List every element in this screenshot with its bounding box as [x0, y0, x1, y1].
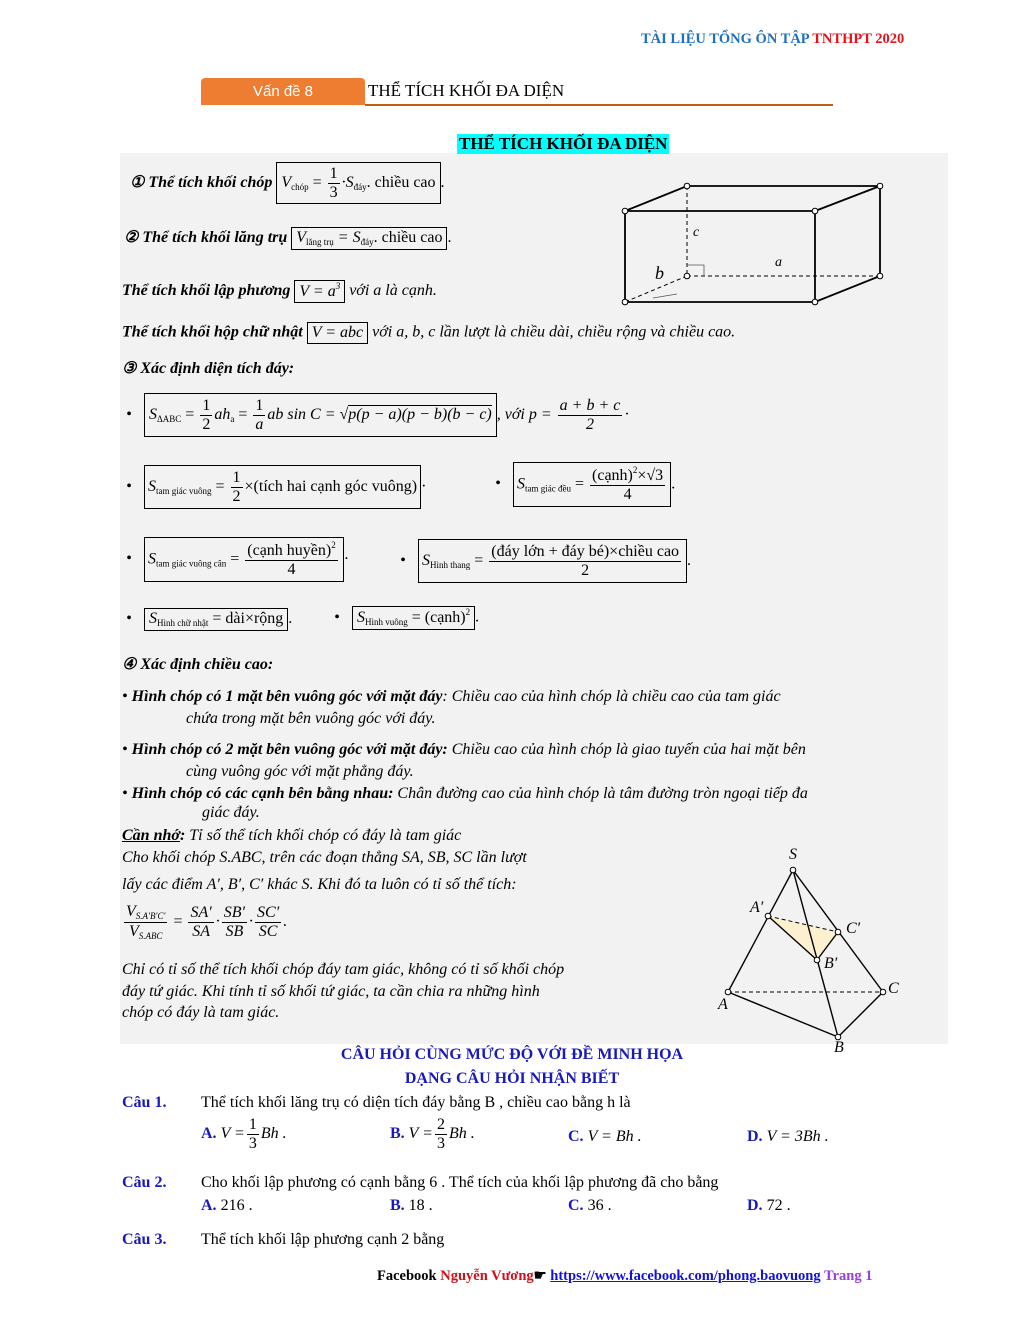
chapter-title: THỂ TÍCH KHỐI ĐA DIỆN	[368, 81, 565, 100]
formula-box: $S_{tam giác vuông}$ = $\frac{1}{2}$ ×(tích hai cạnh góc vuông)	[144, 465, 421, 509]
formula-box: $V_{lăng trụ} = S_{đáy}$. chiều cao	[291, 227, 447, 250]
formula-box: $V = a^3$	[294, 280, 345, 303]
remember-line: Cho khối chóp S.ABC, trên các đoạn thẳng SA, SB, SC lần lượt	[122, 849, 527, 866]
label-C: C	[888, 980, 899, 997]
height-item: • Hình chóp có 2 mặt bên vuông góc với mặt đáy: Chiều cao của hình chóp là giao tuyến của hai mặt bên cùng vuông góc với mặt phẳng đáy.	[122, 741, 806, 780]
formula-box: $S_{tam giác vuông cân}$ = $\frac{(cạnh huyền)^2}{4}$	[144, 537, 344, 582]
formula-pyramid-volume: ① Thể tích khối chóp $V_{chóp}$ = $\frac{1}{3}$ $\cdot S_{đáy}$. chiều cao .	[130, 162, 445, 204]
height-item: • Hình chóp có 1 mặt bên vuông góc với mặt đáy: Chiều cao của hình chóp là chiều cao của tam giác chứa trong mặt bên vuông góc với đáy.	[122, 688, 781, 727]
volume-ratio-formula: $\frac{V_{S.A'B'C'}}{V_{S.ABC}}$ = $\frac{SA'}{SA}$ · $\frac{SB'}{SB}$ · $\frac{SC'}{SC}$ .	[126, 903, 288, 941]
remember-note: Cần nhớ: Tỉ số thể tích khối chóp có đáy là tam giác	[122, 827, 462, 844]
formula-right-triangle-area: • $S_{tam giác vuông}$ = $\frac{1}{2}$ ×(tích hai cạnh góc vuông) ·	[118, 465, 426, 509]
question-2-option-b[interactable]: B. 18 .	[390, 1197, 433, 1214]
section-subheading: DẠNG CÂU HỎI NHẬN BIẾT	[404, 1070, 620, 1087]
angle-mark	[653, 294, 677, 298]
label-A: A	[718, 996, 728, 1013]
question-1-option-b[interactable]: B. V = $\frac{2}{3}$ Bh .	[390, 1116, 475, 1152]
label-c: c	[693, 225, 700, 240]
box-edge	[815, 186, 880, 211]
formula-equilateral-triangle-area: • $S_{tam giác đều}$ = $\frac{(cạnh)^2\times√3}{4}$ .	[487, 462, 675, 507]
label-C-prime: C′	[846, 920, 861, 937]
chapter-tab: Vấn đề 8	[201, 78, 365, 105]
page-footer	[377, 1268, 872, 1285]
formula-box: $S_{Hình vuông}$ = (cạnh)$^2$	[352, 606, 475, 630]
question-2-option-d[interactable]: D. 72 .	[747, 1197, 791, 1214]
section-heading: CÂU HỎI CÙNG MỨC ĐỘ VỚI ĐỀ MINH HỌA	[340, 1046, 684, 1063]
page-number: Trang 1	[823, 1268, 873, 1284]
question-1-option-c[interactable]: C. V = Bh .	[568, 1128, 642, 1145]
fraction: $\frac{1}{3}$	[329, 165, 338, 201]
formula-isosceles-right-triangle-area: • $S_{tam giác vuông cân}$ = $\frac{(cạnh huyền)^2}{4}$ ·	[118, 537, 349, 582]
formula-triangle-area: • $S_{\Delta ABC}$ = $\frac{1}{2}$ $ah_a$ = $\frac{1}{a}$ ab sin C = √p(p − a)(p − b)(b − c) , với p = $\frac{a + b + c}{2}$ ·	[118, 393, 630, 437]
formula-cube-volume: Thể tích khối lập phương $V = a^3$ với a là cạnh.	[122, 280, 437, 303]
footer-author: Nguyễn Vương	[440, 1268, 534, 1284]
question-1-option-a[interactable]: A. V = $\frac{1}{3}$ Bh .	[201, 1116, 287, 1152]
main-title: THỂ TÍCH KHỐI ĐA DIỆN	[459, 134, 668, 153]
edge-AB	[728, 992, 838, 1037]
remember-line: Chỉ có tỉ số thể tích khối chóp đáy tam giác, không có tỉ số khối chóp	[122, 961, 565, 978]
doc-title-red: TNTHPT 2020	[812, 31, 905, 47]
cross-section-fill	[768, 916, 838, 960]
formula-box: V = abc	[307, 322, 368, 344]
question-2: Câu 2. Cho khối lập phương có cạnh bằng 6 . Thể tích của khối lập phương đã cho bằng	[122, 1174, 719, 1191]
formula-label: Thể tích khối hộp chữ nhật	[122, 323, 303, 341]
label-S: S	[789, 846, 797, 863]
formula-box: $V_{chóp}$ = $\frac{1}{3}$ $\cdot S_{đáy}$. chiều cao	[276, 162, 440, 204]
formula-trapezoid-area: • $S_{Hình thang}$ = $\frac{\text{(đáy lớn + đáy bé)×chiều cao}}{2}$ .	[392, 539, 691, 583]
box-outline	[625, 186, 880, 302]
question-1: Câu 1. Thể tích khối lăng trụ có diện tích đáy bằng B , chiều cao bằng h là	[122, 1094, 631, 1111]
edge-SB	[793, 870, 838, 1037]
edge-BC	[838, 992, 883, 1037]
remember-line: chóp có đáy là tam giác.	[122, 1004, 280, 1021]
remember-line: đáy tứ giác. Khi tính tỉ số khối tứ giác, ta cần chia ra những hình	[122, 983, 540, 1000]
label-b: b	[655, 263, 664, 283]
formula-box: $S_{Hình chữ nhật}$ = dài×rộng	[144, 608, 288, 631]
base-area-heading: ③ Xác định diện tích đáy:	[122, 360, 295, 377]
height-item: • Hình chóp có các cạnh bên bằng nhau: Chân đường cao của hình chóp là tâm đường tròn ngoại tiếp đa giác đáy.	[122, 785, 808, 821]
formula-label: ② Thể tích khối lăng trụ	[124, 229, 288, 247]
facebook-link[interactable]: https://www.facebook.com/phong.baovuong	[550, 1268, 821, 1284]
doc-title-blue: TÀI LIỆU TỔNG ÔN TẬP	[641, 31, 809, 47]
label-a: a	[775, 255, 782, 270]
formula-box: $S_{Hình thang}$ = $\frac{\text{(đáy lớn + đáy bé)×chiều cao}}{2}$	[418, 539, 687, 583]
pyramid-diagram	[700, 842, 920, 1057]
height-heading: ④ Xác định chiều cao:	[122, 656, 274, 673]
formula-square-area: • $S_{Hình vuông}$ = (cạnh)$^2$ .	[326, 606, 479, 630]
formula-box-volume: Thể tích khối hộp chữ nhật V = abc với a, b, c lần lượt là chiều dài, chiều rộng và chiều cao.	[122, 322, 735, 344]
remember-line: lấy các điểm A′, B′, C′ khác S. Khi đó ta luôn có tỉ số thể tích:	[122, 876, 517, 893]
rectangular-box-diagram	[615, 176, 895, 306]
pointing-hand-icon: ☛	[533, 1268, 547, 1284]
document-header	[641, 31, 904, 48]
formula-label: Thể tích khối lập phương	[122, 281, 291, 299]
chapter-rule	[365, 104, 833, 106]
formula-box: $S_{\Delta ABC}$ = $\frac{1}{2}$ $ah_a$ = $\frac{1}{a}$ ab sin C = √p(p − a)(p − b)(b − c)	[144, 393, 497, 437]
question-1-option-d[interactable]: D. V = 3Bh .	[747, 1128, 829, 1145]
question-2-option-c[interactable]: C. 36 .	[568, 1197, 612, 1214]
edge-SA	[728, 870, 793, 992]
label-B: B	[834, 1039, 844, 1056]
label-A-prime: A′	[750, 899, 764, 916]
formula-box: $S_{tam giác đều}$ = $\frac{(cạnh)^2\times√3}{4}$	[513, 462, 671, 507]
formula-prism-volume: ② Thể tích khối lăng trụ $V_{lăng trụ} = S_{đáy}$. chiều cao .	[124, 227, 451, 250]
question-2-option-a[interactable]: A. 216 .	[201, 1197, 253, 1214]
question-3: Câu 3. Thể tích khối lập phương cạnh 2 bằng	[122, 1231, 445, 1248]
formula-rectangle-area: • $S_{Hình chữ nhật}$ = dài×rộng .	[118, 608, 292, 631]
formula-label: ① Thể tích khối chóp	[130, 173, 273, 191]
label-B-prime: B′	[824, 955, 838, 972]
footer-prefix: Facebook	[377, 1268, 437, 1284]
